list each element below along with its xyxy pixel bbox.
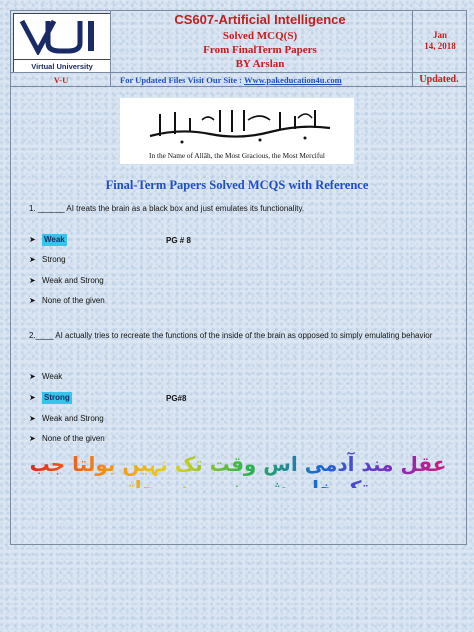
q1-option-4 (29, 295, 105, 307)
q2-option-3-label: Weak and Strong (42, 414, 104, 423)
bullet-arrow-icon: ➤ (29, 372, 36, 381)
bullet-arrow-icon: ➤ (29, 255, 36, 264)
q1-option-3-label: Weak and Strong (42, 276, 104, 285)
updated-label: Updated. (419, 74, 459, 85)
site-prefix: For Updated Files Visit Our Site : (120, 75, 244, 85)
date-month: Jan (432, 30, 447, 40)
vu-logo (13, 13, 111, 73)
bullet-arrow-icon: ➤ (29, 434, 36, 443)
subtitle-solved: Solved MCQ(S) (222, 30, 298, 42)
q2-page-ref: PG#8 (166, 394, 187, 403)
vu-logo-icon (18, 17, 106, 55)
q2-option-4 (29, 433, 105, 445)
vu-label: V-U (53, 75, 69, 85)
date-box (417, 30, 463, 52)
site-line (120, 75, 410, 85)
q2-option-2 (29, 392, 72, 404)
paper-heading: Final-Term Papers Solved MCQS with Reference (105, 178, 369, 192)
site-url-link[interactable]: Www.pakeducation4u.com (243, 75, 342, 85)
q2-option-1-label: Weak (42, 372, 63, 381)
bullet-arrow-icon: ➤ (29, 393, 36, 402)
q1-option-2-label: Strong (42, 255, 66, 264)
q1-option-2 (29, 254, 66, 266)
q2-option-1 (29, 371, 62, 383)
q1-page-ref: PG # 8 (166, 236, 191, 245)
header-bottom-rule (10, 86, 466, 87)
header-rule (10, 72, 466, 73)
author-line: BY Arslan (235, 58, 285, 70)
q1-option-3 (29, 275, 104, 287)
q2-option-4-label: None of the given (42, 434, 105, 443)
urdu-quote: عقل مند آدمی اس وقت تک نہیں بولتا جب تک خاموشی نہیں ہو جاتی (29, 452, 447, 500)
q2-option-2-label: Strong (44, 393, 70, 402)
bismillah-banner (120, 98, 354, 164)
logo-caption: Virtual University (14, 59, 110, 71)
bullet-arrow-icon: ➤ (29, 276, 36, 285)
q1-option-1 (29, 234, 67, 246)
header-divider-right (412, 10, 413, 86)
bullet-arrow-icon: ➤ (29, 414, 36, 423)
bullet-arrow-icon: ➤ (29, 296, 36, 305)
q1-option-1-label: Weak (44, 235, 65, 244)
q2-option-3 (29, 413, 104, 425)
bismillah-calligraphy-icon (120, 98, 354, 150)
date-day-year: 14, 2018 (424, 41, 456, 51)
header-divider-left (110, 10, 111, 86)
course-title: CS607-Artificial Intelligence (174, 12, 346, 27)
bismillah-caption: In the Name of Allāh, the Most Gracious, the Most Merciful (149, 151, 325, 160)
bullet-arrow-icon: ➤ (29, 235, 36, 244)
question-2: 2.____ AI actually tries to recreate the functions of the inside of the brain as opposed to simply emulating behavior (29, 331, 433, 340)
subtitle-source: From FinalTerm Papers (203, 44, 317, 56)
q1-option-4-label: None of the given (42, 296, 105, 305)
question-1: 1. ______ AI treats the brain as a black box and just emulates its functionality. (29, 204, 305, 213)
